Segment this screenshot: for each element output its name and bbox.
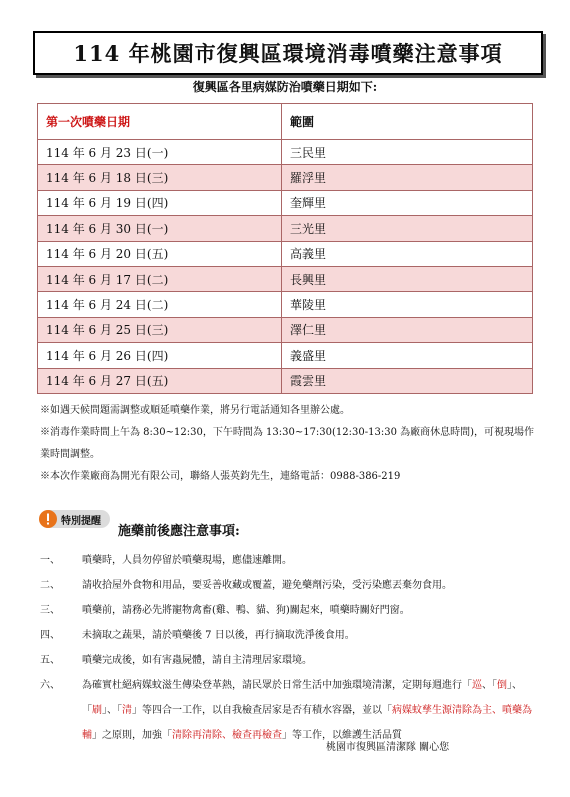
item-text: 未摘取之蔬果，請於噴藥後 7 日以後，再行摘取洗淨後食用。 [82,630,355,641]
list-item [40,673,540,748]
row-date: 114 年 6 月 30 日(一) [38,216,282,241]
item-text [82,673,540,748]
highlight-fragment: 巡 [472,680,482,691]
row-area: 三民里 [282,140,533,165]
title-box [33,31,543,75]
table-row [38,317,533,342]
text-fragment: 為確實杜絕病媒蚊滋生傳染登革熱，請民眾於日常生活中加強環境清潔，定期每週進行「 [82,680,472,691]
note-hours: ※消毒作業時間上午為 8:30~12:30，下午時間為 13:30~17:30(12:30-13:30 為廠商休息時間)，可視現場作業時間調整。 [40,427,535,460]
header-area: 範圍 [282,104,533,140]
row-area: 奎輝里 [282,190,533,215]
section-heading: 施藥前後應注意事項: [118,524,240,539]
table-row [38,165,533,190]
item-number: 四、 [40,630,60,641]
note-weather: ※如遇天候問題需調整或順延噴藥作業，將另行電話通知各里辦公處。 [40,405,350,416]
table-row [38,190,533,215]
header-date: 第一次噴藥日期 [38,104,282,140]
text-fragment: 」之原則，加強「 [92,730,172,741]
warning-icon [39,510,57,528]
item-number: 三、 [40,605,60,616]
row-date: 114 年 6 月 26 日(四) [38,343,282,368]
note-contractor: ※本次作業廠商為開光有限公司，聯絡人張英鈞先生，連絡電話：0988-386-219 [40,471,401,482]
table-row [38,266,533,291]
row-date: 114 年 6 月 18 日(三) [38,165,282,190]
item-text: 噴藥時，人員勿停留於噴藥現場，應儘速離開。 [82,555,292,566]
precaution-list [40,548,540,748]
row-date: 114 年 6 月 19 日(四) [38,190,282,215]
row-date: 114 年 6 月 25 日(三) [38,317,282,342]
text-fragment: 」等四合一工作，以自我檢查居家是否有積水容器，並以「 [132,705,392,716]
notes-section [40,400,540,488]
list-item [40,548,540,573]
row-date: 114 年 6 月 24 日(二) [38,292,282,317]
row-area: 羅浮里 [282,165,533,190]
text-fragment: 」、「 [102,705,122,716]
highlight-fragment: 清 [122,705,132,716]
item-text: 噴藥完成後，如有害蟲屍體，請自主清理居家環境。 [82,655,312,666]
row-area: 三光里 [282,216,533,241]
schedule-table [37,103,533,394]
row-area: 義盛里 [282,343,533,368]
row-area: 長興里 [282,266,533,291]
text-fragment: 」、「 [82,680,522,716]
warning-label: 特別提醒 [61,515,101,527]
item-text: 噴藥前，請務必先將寵物禽畜(雞、鴨、貓、狗)關起來，噴藥時關好門窗。 [82,605,410,616]
highlight-fragment: 刷 [92,705,102,716]
item-number: 六、 [40,680,60,691]
table-row [38,343,533,368]
row-area: 澤仁里 [282,317,533,342]
schedule-subtitle: 復興區各里病媒防治噴藥日期如下: [192,80,378,94]
row-area: 霞雲里 [282,368,533,393]
page-title: 114 年桃園市復興區環境消毒噴藥注意事項 [73,41,503,66]
item-number: 二、 [40,580,60,591]
list-item [40,623,540,648]
highlight-fragment: 清除再清除、檢查再檢查 [172,730,282,741]
row-date: 114 年 6 月 23 日(一) [38,140,282,165]
table-header-row [38,104,533,140]
highlight-fragment: 倒 [497,680,507,691]
list-item [40,648,540,673]
list-item [40,573,540,598]
table-row [38,241,533,266]
row-date: 114 年 6 月 27 日(五) [38,368,282,393]
highlight-fragment: 病媒蚊孳生源清除為主、噴藥為輔 [82,705,532,741]
table-row [38,368,533,393]
signature: 桃園市復興區清潔隊 關心您 [326,742,450,753]
text-fragment: 、「 [482,680,497,691]
item-text: 請收拾屋外食物和用品，要妥善收藏或覆蓋，避免藥劑污染，受污染應丟棄勿食用。 [82,580,452,591]
item-number: 五、 [40,655,60,666]
item-number: 一、 [40,555,60,566]
list-item [40,598,540,623]
row-date: 114 年 6 月 20 日(五) [38,241,282,266]
warning-badge [40,510,110,528]
row-date: 114 年 6 月 17 日(二) [38,266,282,291]
table-row [38,292,533,317]
row-area: 高義里 [282,241,533,266]
row-area: 華陵里 [282,292,533,317]
table-row [38,216,533,241]
table-row [38,140,533,165]
text-fragment: 」等工作，以維護生活品質 [282,730,402,741]
